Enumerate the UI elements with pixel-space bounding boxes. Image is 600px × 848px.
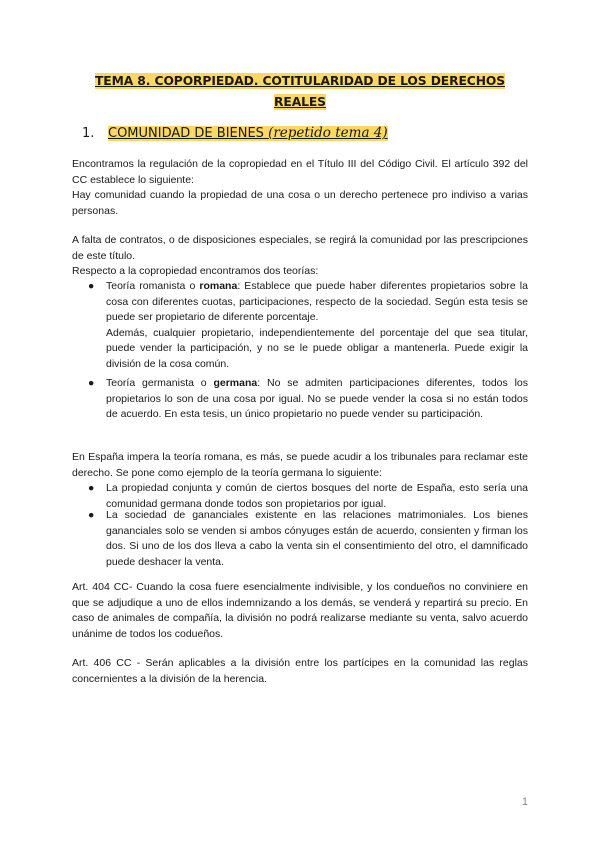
bullet-dot: ● <box>88 377 95 389</box>
bullet-example-forests-text: La propiedad conjunta y común de ciertos bosques del norte de España, esto sería una comunidad germana donde todos son propietarios por igual. <box>106 482 528 510</box>
bullet-germana-text: : No se admiten participaciones diferentes, todos los propietarios lo son de una cosa por igual. No se puede vender la cosa si no están todos de acuerdo. En esta tesis, un único propietario no puede vender su participación. <box>106 377 528 420</box>
bullet-romana-bold: romana <box>199 280 238 292</box>
page-number: 1 <box>521 796 528 808</box>
bullet-dot: ● <box>88 280 95 292</box>
section-number: 1. <box>82 126 95 141</box>
paragraph-theories-intro: Respecto a la copropiedad encontramos dos teorías: <box>72 265 319 277</box>
paragraph-article-406: Art. 406 CC - Serán aplicables a la división entre los partícipes en la comunidad las reglas concernientes a la división de la herencia. <box>72 657 528 685</box>
section-title: COMUNIDAD DE BIENES <box>108 126 264 141</box>
bullet-romana-text: : Establece que puede haber diferentes propietarios sobre la cosa con diferentes cuotas, participaciones, respecto de la sociedad. Según esta tesis se puede ser propietario de diferente porcentaje. <box>106 280 528 323</box>
bullet-romana <box>88 279 528 372</box>
section-note: (repetido tema 4) <box>268 125 388 141</box>
bullet-romana-pre: Teoría romanista o <box>106 280 200 292</box>
paragraph-article-404: Art. 404 CC- Cuando la cosa fuere esencialmente indivisible, y los condueños no conviniere en que se adjudique a uno de ellos indemnizando a los demás, se venderá y repartirá su precio. En caso de animales de compañía, la división no podrá realizarse mediante su venta, salvo acuerdo unánime de todos los codueños. <box>72 581 528 640</box>
bullet-dot: ● <box>88 509 95 521</box>
title-line-2: REALES <box>274 95 326 109</box>
bullet-germana-bold: germana <box>213 377 258 389</box>
document-title <box>72 71 528 113</box>
bullet-dot: ● <box>88 482 95 494</box>
paragraph-article-392: Hay comunidad cuando la propiedad de una cosa o un derecho pertenece pro indiviso a varias personas. <box>72 189 528 217</box>
bullet-germana <box>88 376 528 423</box>
paragraph-spain: En España impera la teoría romana, es más, se puede acudir a los tribunales para reclamar este derecho. Se pone como ejemplo de la teoría germana lo siguiente: <box>72 451 528 479</box>
title-line-1: TEMA 8. COPORPIEDAD. COTITULARIDAD DE LOS DERECHOS <box>94 74 506 88</box>
paragraph-regulation: Encontramos la regulación de la copropiedad en el Título III del Código Civil. El artículo 392 del CC establece lo siguiente: <box>72 158 528 186</box>
bullet-romana-extra: Además, cualquier propietario, independientemente del porcentaje del que sea titular, puede vender la participación, y no se le puede obligar a mantenerla. Puede exigir la división de la cosa común. <box>106 326 528 370</box>
bullet-example-gananciales <box>88 508 528 570</box>
paragraph-contracts: A falta de contratos, o de disposiciones especiales, se regirá la comunidad por las prescripciones de este título. <box>72 234 528 262</box>
bullet-germana-pre: Teoría germanista o <box>106 377 214 389</box>
bullet-example-gananciales-text: La sociedad de gananciales existente en las relaciones matrimoniales. Los bienes gananciales solo se venden si ambos cónyuges están de acuerdo, consienten y firman los dos. Si uno de los dos lleva a cabo la venta sin el consentimiento del otro, el damnificado puede deshacer la venta. <box>106 509 528 568</box>
section-heading <box>82 124 388 143</box>
